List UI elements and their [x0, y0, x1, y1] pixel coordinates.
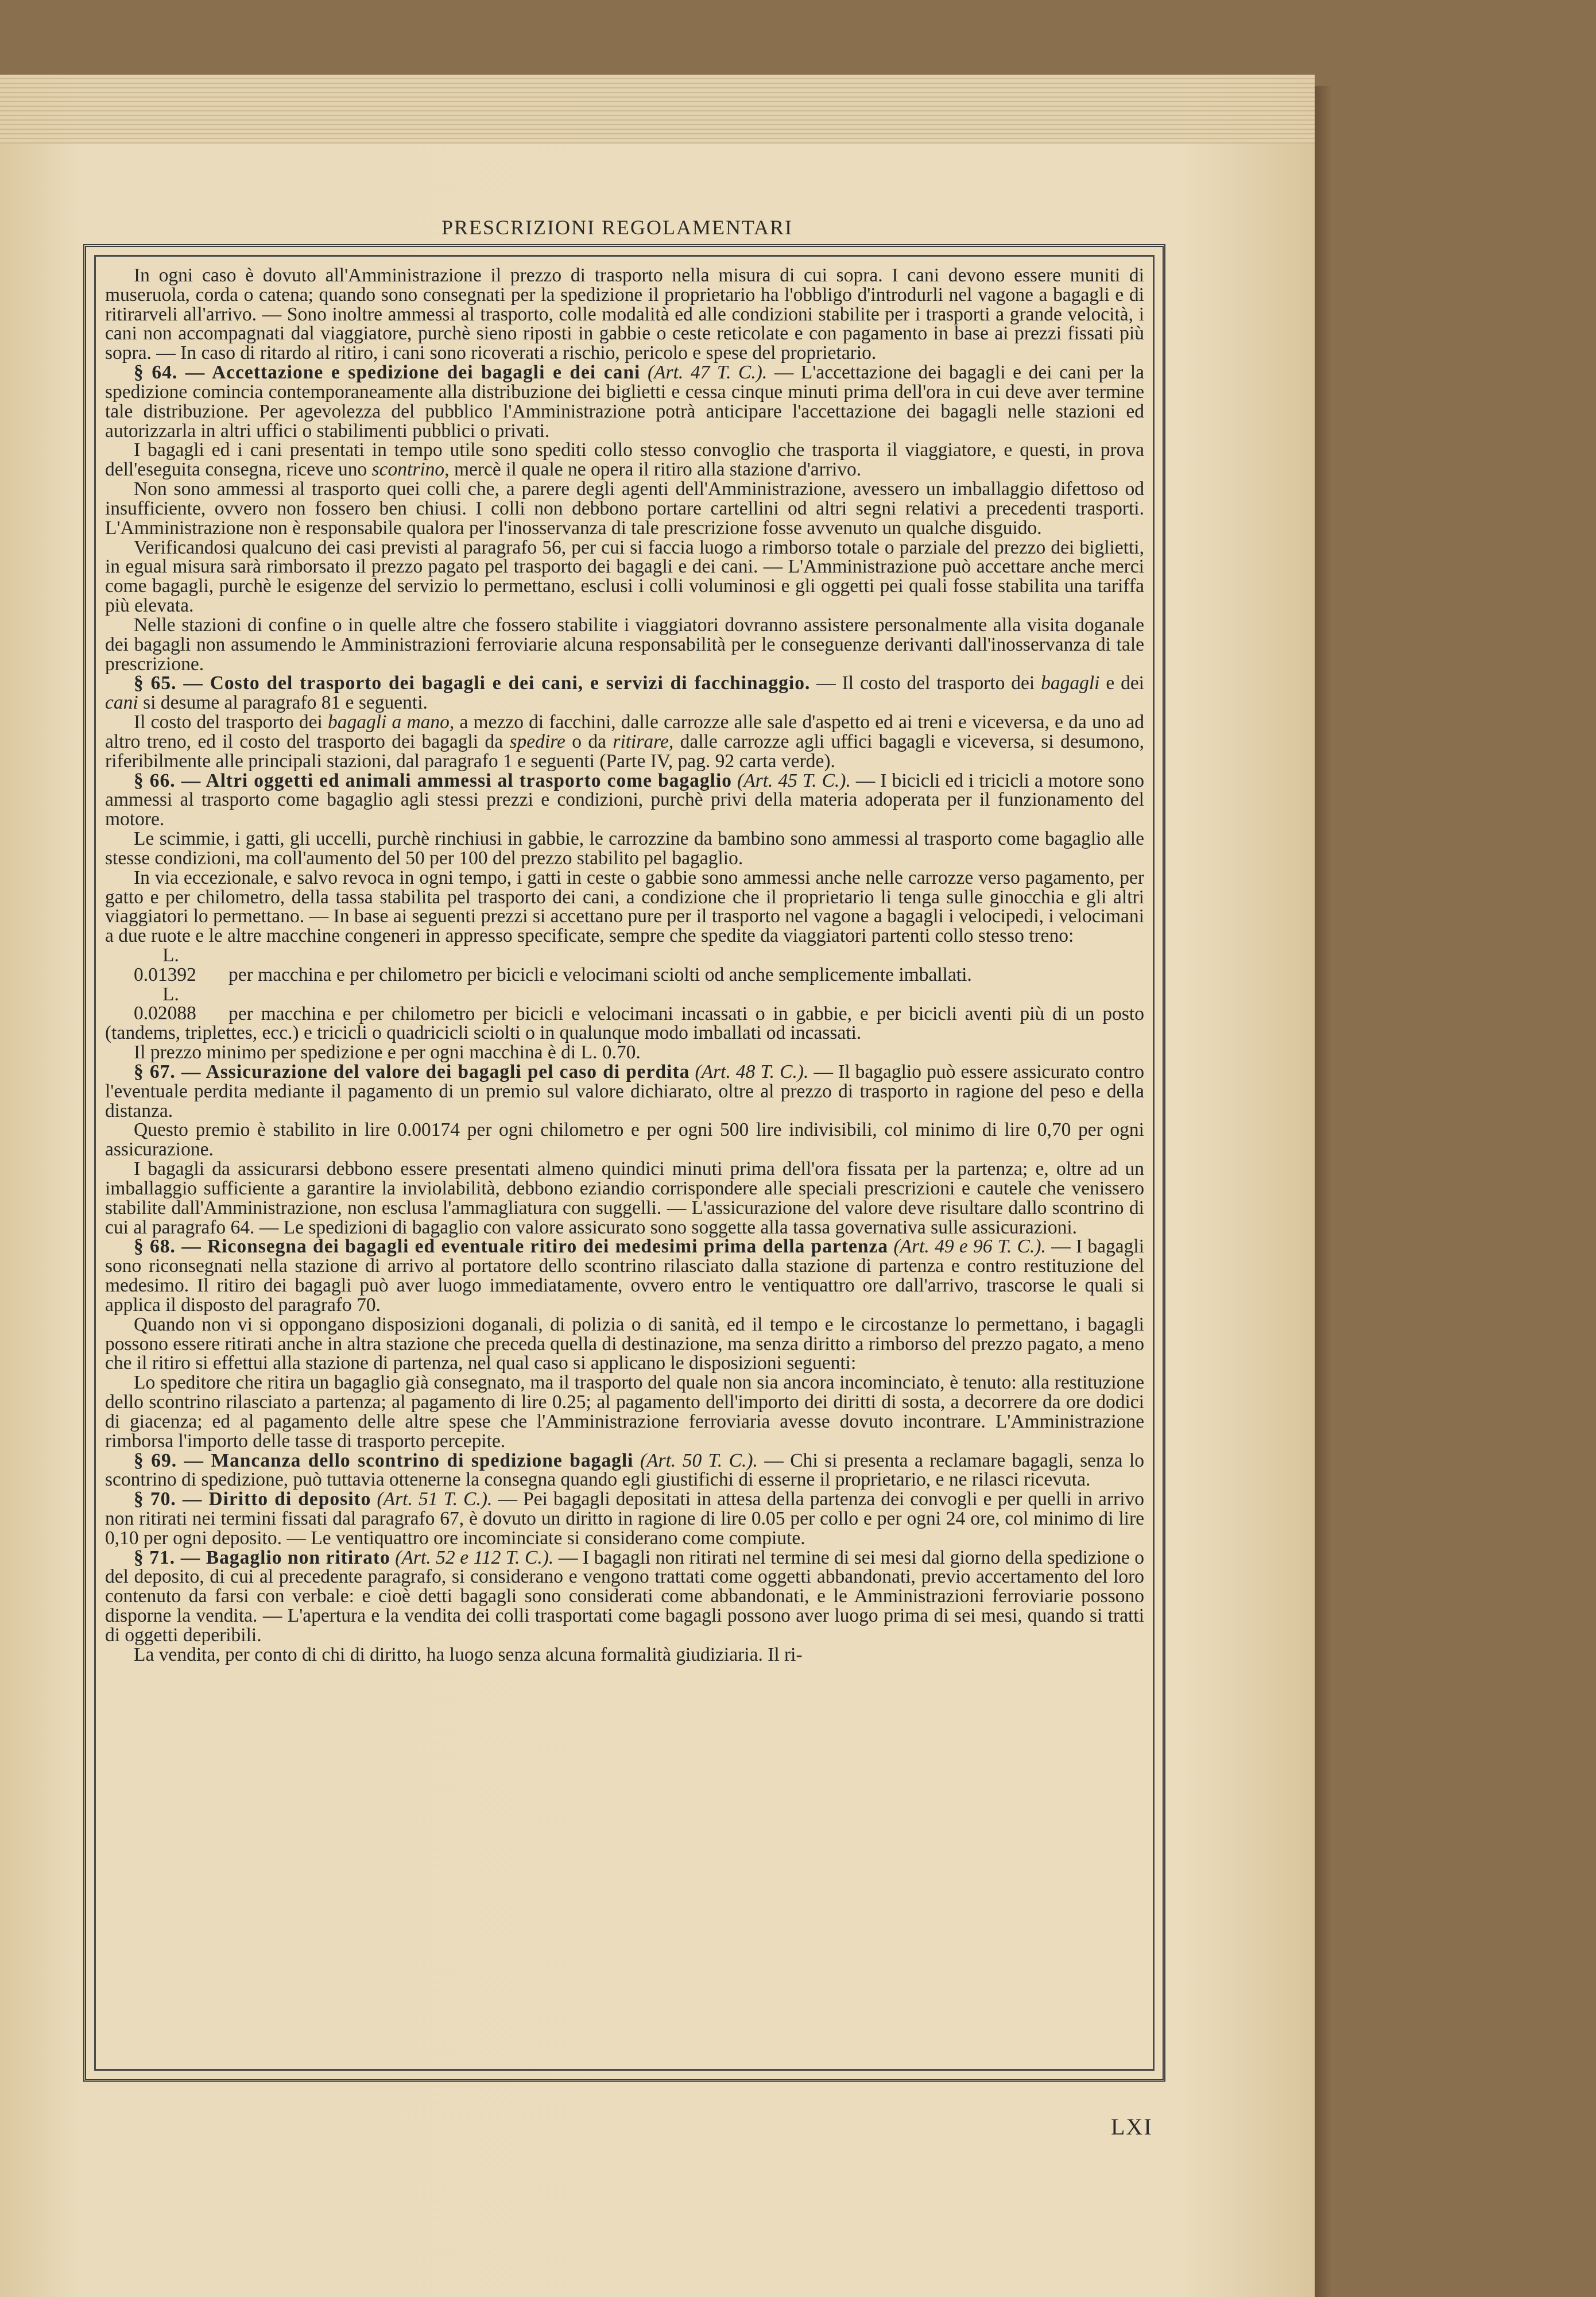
section-65-p1 [105, 674, 1144, 713]
section-67-article: (Art. 48 T. C.). [695, 1061, 809, 1082]
section-65-em-2: cani [105, 692, 138, 714]
section-65-p2-b: a mezzo di facchini, dalle carrozze alle sale d'aspetto ed ai treni e viceversa, e da uno ad altro treno, ed il costo del trasporto dei bagagli da [105, 711, 1144, 752]
section-68-p1 [105, 1237, 1144, 1314]
section-70-p1 [105, 1490, 1144, 1548]
page-number: LXI [1111, 2114, 1153, 2140]
paragraph-intro: In ogni caso è dovuto all'Amministrazione il prezzo di trasporto nella misura di cui sopra. I cani devono essere muniti di museruola, corda o catena; quando sono consegnati per la spedizione il proprietario ha l'obbligo d'introdurli nel vagone a bagagli e di ritirarveli all'arrivo. — Sono inoltre ammessi al trasporto, colle modalità ed alle condizioni stabilite per i trasporti a grande velocità, i cani non accompagnati dal viaggiatore, purchè sieno riposti in gabbie o ceste reticolate e con pagamento in base ai prezzi fissati più sopra. — In caso di ritardo al ritiro, i cani sono ricoverati a rischio, pericolo e spese del proprietario. [105, 266, 1144, 364]
section-64-p2 [105, 440, 1144, 479]
section-64-p2-em: scontrino, [371, 459, 450, 481]
section-67-text: — Il bagaglio può essere assicurato contro l'eventuale perdita mediante il pagamento di un premio sul valore dichiarato, oltre al prezzo di trasporto in ragione del peso e della distanza. [105, 1061, 1144, 1122]
section-66-heading: § 66. — Altri oggetti ed animali ammessi al trasporto come bagaglio [134, 769, 733, 791]
section-67-heading: § 67. — Assicurazione del valore dei bagagli pel caso di perdita [134, 1061, 690, 1082]
section-65-p2-em-3: ritirare, [613, 730, 674, 752]
section-66-text: — I bicicli ed i tricicli a motore sono ammessi al trasporto come bagaglio agli stessi prezzi e condizioni, purchè privi della materia adoperata per il funzionamento del motore. [105, 769, 1144, 830]
section-65-p2-d: dalle carrozze agli uffici bagagli e viceversa, si desumono, riferibilmente alle principali stazioni, dal paragrafo 1 e seguenti (Parte IV, pag. 92 carta verde). [105, 730, 1144, 772]
section-65-em-1: bagagli [1041, 672, 1100, 694]
section-66-p3: In via eccezionale, e salvo revoca in ogni tempo, i gatti in ceste o gabbie sono ammessi anche nelle carrozze verso pagamento, per gatto e per chilometro, della tassa stabilita pel trasporto dei cani, a condizione che il proprietario li tenga sulle ginocchia e gli altri viaggiatori lo permettano. — In base ai seguenti prezzi si accettano pure per il trasporto nel vagone a bagagli i velocipedi, i velocimani a due ruote e le altre macchine congeneri in appresso specificate, sempre che spedite da viaggiatori partenti collo stesso treno: [105, 867, 1144, 947]
section-65-p2 [105, 713, 1144, 771]
section-68-text: — I bagagli sono riconsegnati nella stazione di arrivo al portatore dello scontrino rilasciato dalla stazione di partenza e contro restituzione del medesimo. Il ritiro dei bagagli può aver luogo immediatamente, ovvero entro le ventiquattro ore dall'arrivo, trascorse le quali si applica il disposto del paragrafo 70. [105, 1236, 1144, 1316]
tariff-line-2 [105, 985, 1144, 1043]
tariff-2-amount: L. 0.02088 [134, 983, 196, 1024]
section-64-p1 [105, 363, 1144, 440]
section-65-heading: § 65. — Costo del trasporto dei bagagli e dei cani, e servizi di facchinaggio. [134, 672, 811, 694]
section-64-p5: Nelle stazioni di confine o in quelle altre che fossero stabilite i viaggiatori dovranno assistere personalmente alla visita doganale dei bagagli non assumendo le Amministrazioni ferroviarie alcuna responsabilità per le conseguenze derivanti dall'inosservanza di tale prescrizione. [105, 614, 1144, 675]
section-70-article: (Art. 51 T. C.). [377, 1488, 493, 1510]
body-text [105, 266, 1144, 2069]
tariff-1-text: per macchina e per chilometro per bicicli e velocimani sciolti od anche semplicemente imballati. [228, 964, 972, 985]
section-68-p2: Quando non vi si oppongano disposizioni doganali, di polizia o di sanità, ed il tempo e le circostanze lo permettano, i bagagli possono essere ritirati anche in altra stazione che preceda quella di destinazione, ma senza diritto a rimborso del prezzo pagato, a meno che il ritiro si effettui alla stazione di partenza, nel qual caso si applicano le disposizioni seguenti: [105, 1313, 1144, 1374]
section-70-heading: § 70. — Diritto di deposito [134, 1488, 371, 1510]
section-66-article: (Art. 45 T. C.). [737, 769, 851, 791]
section-69-text: — Chi si presenta a reclamare bagagli, senza lo scontrino di spedizione, può tuttavia ottenerne la consegna quando egli giustifichi di esserne il proprietario, e ne rilasci ricevuta. [105, 1449, 1144, 1491]
section-65-p2-c: o da [572, 730, 607, 752]
section-65-p2-a: Il costo del trasporto dei [134, 711, 323, 733]
section-64-article: (Art. 47 T. C.). [647, 362, 768, 384]
section-66-p2: Le scimmie, i gatti, gli uccelli, purchè rinchiusi in gabbie, le carrozzine da bambino sono ammessi al trasporto come bagaglio alle stesse condizioni, ma coll'aumento del 50 per 100 del prezzo stabilito pel bagaglio. [105, 828, 1144, 869]
section-64-text: — L'accettazione dei bagagli e dei cani per la spedizione comincia contemporaneamente alla distribuzione dei biglietti e cessa cinque minuti prima dell'ora in cui deve aver termine tale distribuzione. Per agevolezza del pubblico l'Amministrazione potrà anticipare l'accettazione dei bagagli nelle stazioni ed autorizzarla in altri uffici o stabilimenti pubblici o privati. [105, 362, 1144, 442]
section-69-p1 [105, 1451, 1144, 1490]
section-68-article: (Art. 49 e 96 T. C.). [893, 1236, 1046, 1258]
section-64-p2-text-b: mercè il quale ne opera il ritiro alla stazione d'arrivo. [454, 459, 862, 481]
section-64-p4: Verificandosi qualcuno dei casi previsti al paragrafo 56, per cui si faccia luogo a rimborso totale o parziale del prezzo dei biglietti, in egual misura sarà rimborsato il prezzo pagato pel trasporto dei bagagli e dei cani. — L'Amministrazione può accettare anche merci come bagagli, purchè le esigenze del servizio lo permettano, esclusi i colli voluminosi e gli oggetti pei quali fosse stabilita una tariffa più elevata. [105, 536, 1144, 617]
tariff-line-1 [105, 946, 1144, 985]
section-68-heading: § 68. — Riconsegna dei bagagli ed eventuale ritiro dei medesimi prima della partenza [134, 1236, 889, 1258]
section-71-heading: § 71. — Bagaglio non ritirato [134, 1546, 390, 1568]
section-71-article: (Art. 52 e 112 T. C.). [395, 1546, 554, 1568]
section-65-p2-em-1: bagagli a mano, [328, 711, 455, 733]
section-65-text-c: si desume al paragrafo 81 e seguenti. [143, 692, 428, 714]
section-69-heading: § 69. — Mancanza dello scontrino di spedizione bagagli [134, 1449, 634, 1471]
section-65-p2-em-2: spedire [509, 730, 565, 752]
section-71-p2: La vendita, per conto di chi di diritto, ha luogo senza alcuna formalità giudiziaria. Il ri- [134, 1644, 803, 1665]
section-69-article: (Art. 50 T. C.). [640, 1449, 758, 1471]
tariff-2-text: per macchina e per chilometro per bicicli e velocimani incassati o in gabbie, e per bicicli aventi più di un posto (tandems, triplettes, ecc.) e tricicli o quadricicli sciolti o in qualunque modo imballati od incassati. [105, 1003, 1144, 1044]
section-64-heading: § 64. — Accettazione e spedizione dei bagagli e dei cani [134, 362, 641, 384]
section-65-text-a: — Il costo del trasporto dei [816, 672, 1035, 694]
section-67-p3: I bagagli da assicurarsi debbono essere presentati almeno quindici minuti prima dell'ora fissata per la partenza; e, oltre ad un imballaggio sufficiente a garantire la inviolabilità, debbono eziandio corrispondere alle speciali prescrizioni e cautele che venissero stabilite dall'Amministrazione, non esclusa l'ammagliatura con suggelli. — L'assicurazione del valore deve risultare dallo scontrino di cui al paragrafo 64. — Le spedizioni di bagaglio con valore assicurato sono soggette alla tassa governativa sulle assicurazioni. [105, 1158, 1144, 1238]
section-64-p2-text-a: I bagagli ed i cani presentati in tempo utile sono spediti collo stesso convoglio che trasporta il viaggiatore, e questi, in prova dell'eseguita consegna, riceve uno [105, 439, 1144, 481]
section-66-p4: Il prezzo minimo per spedizione e per ogni macchina è di L. 0.70. [134, 1042, 641, 1064]
page-shadow [1315, 86, 1332, 2297]
section-68-p3: Lo speditore che ritira un bagaglio già consegnato, ma il trasporto del quale non sia ancora incominciato, è tenuto: alla restituzione dello scontrino rilasciato a partenza; al pagamento di lire 0.25; al pagamento dell'importo dei diritti di sosta, a decorrere da ore dodici di giacenza; ed al pagamento delle altre spese che l'Amministrazione ferroviaria avesse dovuto incontrare. L'Amministrazione rimborsa l'importo delle tasse di trasporto percepite. [105, 1372, 1144, 1452]
section-65-text-b: e dei [1106, 672, 1144, 694]
tariff-1-amount: L. 0.01392 [134, 944, 196, 985]
section-70-text: — Pei bagagli depositati in attesa della partenza dei convogli e per quelli in arrivo non ritirati nei termini fissati dal paragrafo 67, è dovuto un diritto in ragione di lire 0.05 per collo e per ogni 24 ore, col minimo di lire 0,10 per ogni deposito. — Le ventiquattro ore incominciate si considerano come compiute. [105, 1488, 1144, 1549]
running-head: PRESCRIZIONI REGOLAMENTARI [441, 216, 793, 239]
section-71-p1 [105, 1548, 1144, 1645]
section-71-text: — I bagagli non ritirati nel termine di sei mesi dal giorno della spedizione o del deposito, di cui al precedente paragrafo, si considerano e vengono trattati come oggetti abbandonati, previo accertamento del loro contenuto da farsi con verbale: e cioè detti bagagli sono considerati come abbandonati, e le Amministrazioni ferroviarie possono disporne la vendita. — L'apertura e la vendita dei colli trasportati come bagagli possono aver luogo prima di sei mesi, quando si tratti di oggetti deperibili. [105, 1546, 1144, 1646]
section-66-p1 [105, 771, 1144, 829]
section-67-p1 [105, 1062, 1144, 1120]
section-67-p2: Questo premio è stabilito in lire 0.00174 per ogni chilometro e per ogni 500 lire indivisibili, col minimo di lire 0,70 per ogni assicurazione. [105, 1119, 1144, 1161]
section-64-p3: Non sono ammessi al trasporto quei colli che, a parere degli agenti dell'Amministrazione, avessero un imballaggio difettoso od insufficiente, ovvero non fossero ben chiusi. I colli non debbono portare cartellini od altri segni relativi a precedenti trasporti. L'Amministrazione non è responsabile qualora per l'inosservanza di tale prescrizione fosse avvenuto un qualche disguido. [105, 478, 1144, 539]
page-stack-edge [0, 75, 1315, 144]
